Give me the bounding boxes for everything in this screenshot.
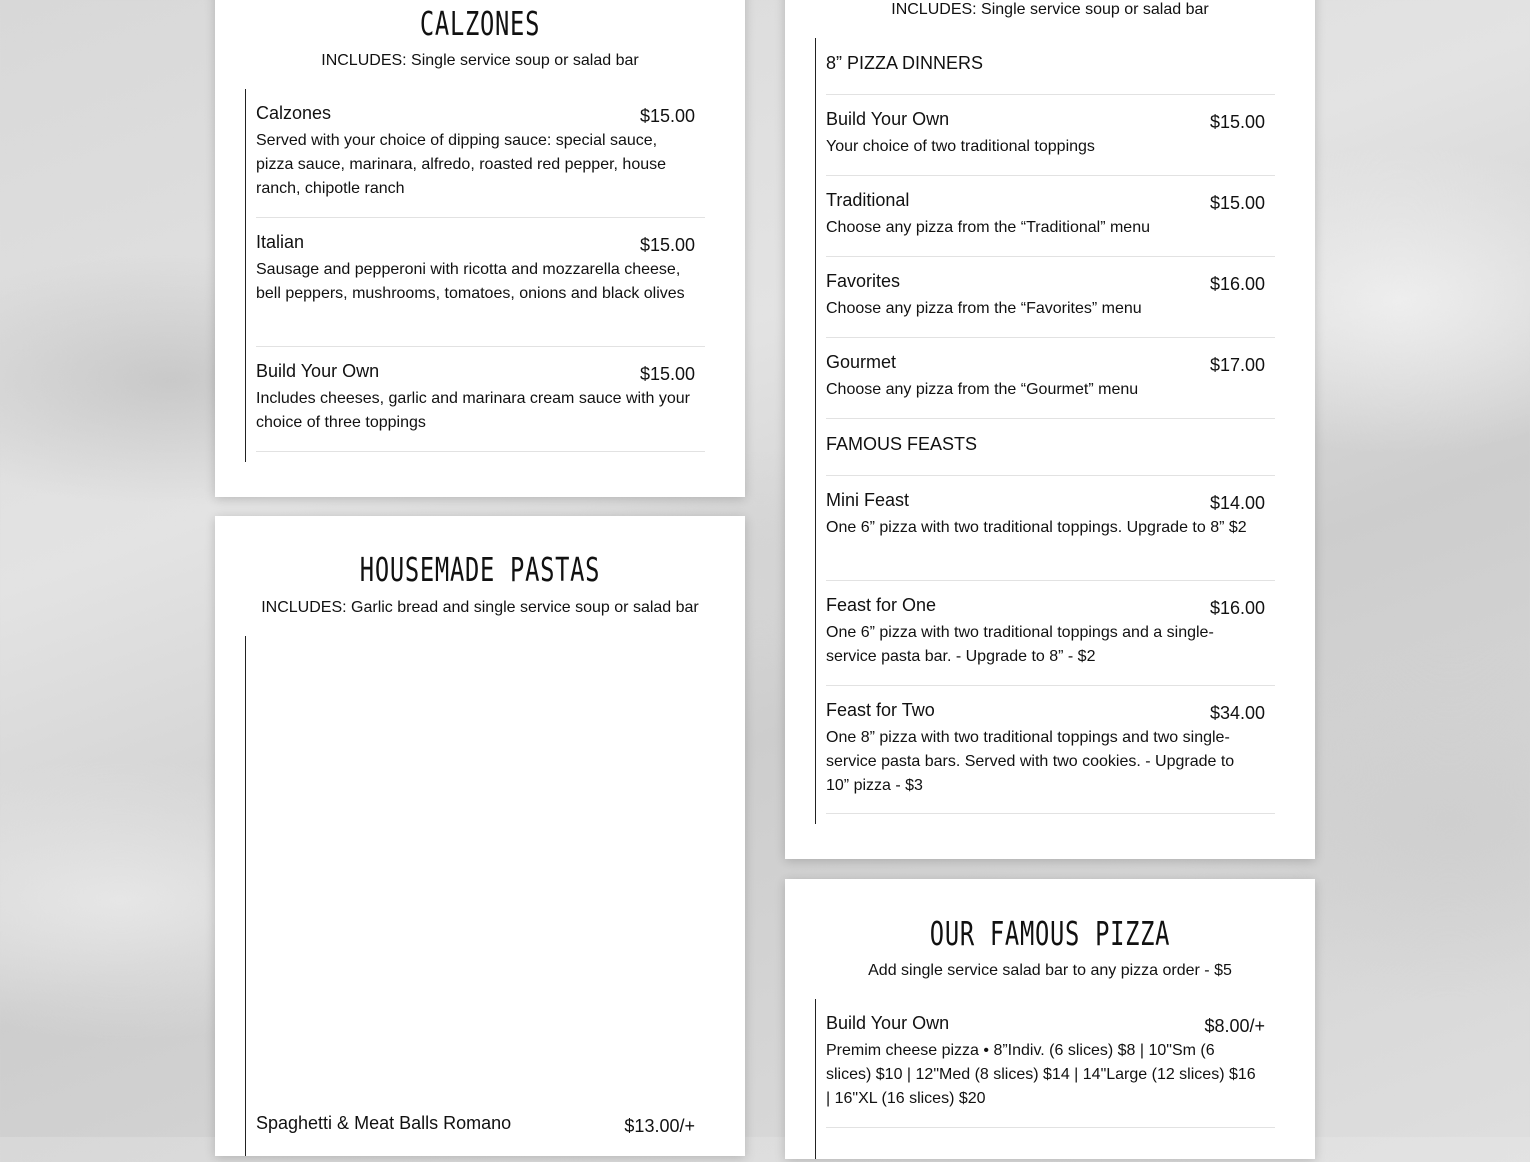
- item-name: Build Your Own: [826, 109, 950, 129]
- dinners-list: [815, 38, 1275, 824]
- list-item[interactable]: [826, 476, 1275, 581]
- item-price: $15.00: [639, 235, 695, 255]
- item-name: Gourmet: [826, 352, 897, 372]
- item-price: $17.00: [1209, 355, 1265, 375]
- pastas-includes: INCLUDES: Garlic bread and single service soup or salad bar: [261, 599, 699, 616]
- item-price: $34.00: [1209, 703, 1265, 723]
- item-name: Mini Feast: [826, 490, 910, 510]
- item-price: $8.00/+: [1204, 1016, 1265, 1036]
- section-label-famous-feasts: FAMOUS FEASTS: [826, 419, 1275, 476]
- item-price: $13.00/+: [624, 1116, 695, 1136]
- famous-pizza-includes: Add single service salad bar to any pizza order - $5: [868, 962, 1232, 979]
- item-price: $15.00: [639, 106, 695, 126]
- calzones-includes: INCLUDES: Single service soup or salad bar: [321, 52, 639, 69]
- list-item[interactable]: [826, 686, 1275, 814]
- list-item[interactable]: [256, 1112, 705, 1162]
- item-description: One 6” pizza with two traditional toppings. Upgrade to 8” $2: [826, 519, 1247, 536]
- item-name: Favorites: [826, 271, 901, 291]
- list-item[interactable]: [256, 89, 705, 218]
- pastas-panel: [215, 516, 745, 1156]
- item-price: $14.00: [1209, 493, 1265, 513]
- item-description: One 8” pizza with two traditional toppings and two single-service pasta bars. Served with two cookies. - Upgrade to 10” pizza - $3: [826, 729, 1235, 794]
- item-description: Choose any pizza from the “Traditional” menu: [826, 219, 1150, 236]
- list-item[interactable]: [826, 999, 1275, 1128]
- item-price: $15.00: [639, 364, 695, 384]
- item-description: One 6” pizza with two traditional toppings and a single-service pasta bar. - Upgrade to 8” - $2: [826, 624, 1214, 665]
- famous-pizza-panel: [785, 879, 1315, 1159]
- item-price: $16.00: [1209, 598, 1265, 618]
- item-name: Italian: [256, 232, 305, 252]
- list-item[interactable]: [826, 176, 1275, 257]
- item-name: Build Your Own: [256, 361, 380, 381]
- calzones-panel: [215, 0, 745, 497]
- item-description: Your choice of two traditional toppings: [826, 138, 1095, 155]
- famous-pizza-list: [815, 999, 1275, 1159]
- list-item[interactable]: [826, 581, 1275, 686]
- calzones-list: [245, 89, 705, 462]
- item-description: Premim cheese pizza • 8”Indiv. (6 slices) $8 | 10"Sm (6 slices) $10 | 12"Med (8 slices) $14 | 14"Large (12 slices) $16 | 16"XL (16 slices) $20: [826, 1042, 1256, 1107]
- item-description: Served with your choice of dipping sauce: special sauce, pizza sauce, marinara, alfredo, roasted red pepper, house ranch, chipotle ranch: [256, 132, 667, 197]
- list-item[interactable]: [256, 347, 705, 452]
- item-name: Feast for One: [826, 595, 937, 615]
- pastas-list: [245, 636, 705, 1156]
- famous-pizza-title: OUR FAMOUS PIZZA: [929, 914, 1171, 953]
- calzones-title: CALZONES: [419, 4, 541, 43]
- dinners-panel: [785, 0, 1315, 859]
- item-description: Sausage and pepperoni with ricotta and mozzarella cheese, bell peppers, mushrooms, tomatoes, onions and black olives: [256, 261, 685, 302]
- item-name: Spaghetti & Meat Balls Romano: [256, 1113, 512, 1133]
- item-description: Choose any pizza from the “Favorites” menu: [826, 300, 1142, 317]
- list-item[interactable]: [826, 338, 1275, 419]
- item-name: Build Your Own: [826, 1013, 950, 1033]
- list-item[interactable]: [826, 95, 1275, 176]
- item-name: Calzones: [256, 103, 332, 123]
- dinners-includes: INCLUDES: Single service soup or salad bar: [891, 1, 1209, 18]
- item-name: Traditional: [826, 190, 910, 210]
- item-price: $15.00: [1209, 193, 1265, 213]
- item-price: $15.00: [1209, 112, 1265, 132]
- section-label-pizza-dinners: 8” PIZZA DINNERS: [826, 38, 1275, 95]
- item-description: Choose any pizza from the “Gourmet” menu: [826, 381, 1139, 398]
- item-description: Includes cheeses, garlic and marinara cream sauce with your choice of three toppings: [256, 390, 690, 431]
- list-item[interactable]: [256, 218, 705, 347]
- item-price: $16.00: [1209, 274, 1265, 294]
- item-name: Feast for Two: [826, 700, 935, 720]
- pastas-title: HOUSEMADE PASTAS: [359, 550, 601, 589]
- list-item[interactable]: [826, 257, 1275, 338]
